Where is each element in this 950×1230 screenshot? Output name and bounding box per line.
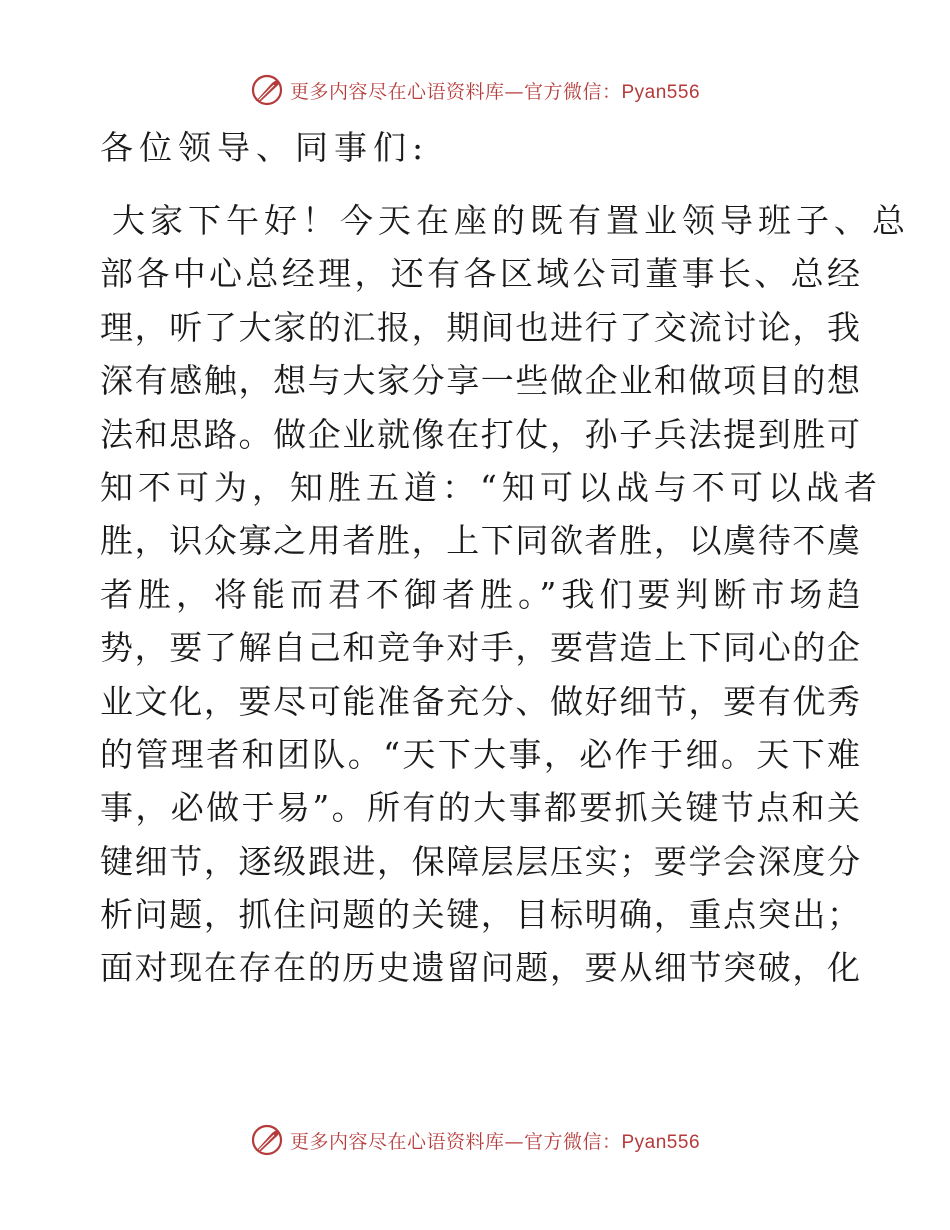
- footer-banner-text: 更多内容尽在心语资料库—官方微信：Pyan556: [289, 1130, 701, 1153]
- document-body: [100, 194, 910, 995]
- body-line: 势，要了解自己和竞争对手，要营造上下同心的企: [100, 628, 860, 668]
- body-line: 事，必做于易”。所有的大事都要抓关键节点和关: [100, 788, 860, 828]
- body-line: 大家下午好！今天在座的既有置业领导班子、总: [112, 201, 910, 240]
- body-line: 知不可为，知胜五道：“知可以战与不可以战者: [100, 467, 882, 507]
- header-banner: [0, 70, 950, 110]
- body-line: 析问题，抓住问题的关键，目标明确，重点突出；: [100, 895, 860, 935]
- body-line: 胜，识众寡之用者胜，上下同欲者胜，以虞待不虞: [100, 521, 860, 561]
- greeting-line: 各位领导、同事们:: [100, 128, 430, 167]
- body-line: 业文化，要尽可能准备充分、做好细节，要有优秀: [100, 681, 860, 721]
- body-line: 的管理者和团队。“天下大事，必作于细。天下难: [100, 734, 860, 774]
- body-line: 部各中心总经理，还有各区域公司董事长、总经: [100, 254, 860, 294]
- body-line: 理，听了大家的汇报，期间也进行了交流讨论，我: [100, 307, 860, 347]
- body-line: 法和思路。做企业就像在打仗，孙子兵法提到胜可: [100, 414, 860, 454]
- quill-logo-icon: [250, 73, 284, 107]
- body-line: 者胜，将能而君不御者胜。”我们要判断市场趋: [100, 574, 866, 614]
- footer-banner: [0, 1120, 950, 1160]
- body-line: 键细节，逐级跟进，保障层层压实；要学会深度分: [100, 841, 860, 881]
- body-line: 深有感触，想与大家分享一些做企业和做项目的想: [100, 361, 860, 401]
- body-line: 面对现在存在的历史遗留问题，要从细节突破，化: [100, 948, 860, 988]
- quill-logo-icon: [250, 1123, 284, 1157]
- header-banner-text: 更多内容尽在心语资料库—官方微信：Pyan556: [289, 80, 701, 103]
